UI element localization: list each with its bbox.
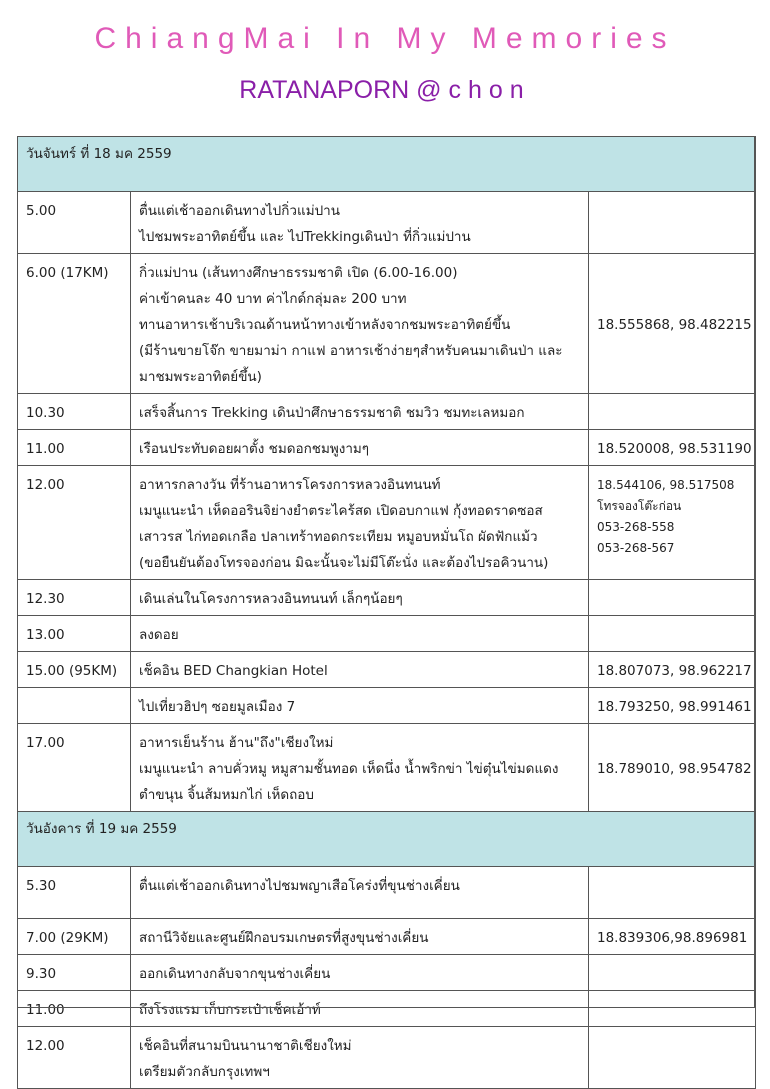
- coordinate-line: 18.793250, 98.991461: [597, 699, 752, 715]
- time-cell: 10.30: [18, 394, 131, 430]
- table-row: [18, 688, 756, 724]
- subtitle-tail: chon: [448, 76, 531, 104]
- activity-cell: [131, 430, 589, 466]
- coordinates-cell: [589, 430, 756, 466]
- activity-line: เมนูแนะนำ เห็ดออรินจิย่างยำตระไคร้สด เปิดอบกาแฟ กุ้งทอดราดซอส: [139, 503, 543, 519]
- table-row: [18, 1027, 756, 1089]
- activity-line: เมนูแนะนำ ลาบคั่วหมู หมูสามชั้นทอด เห็ดนึ่ง น้ำพริกข่า ไข่ตุ๋นไข่มดแดง: [139, 761, 559, 777]
- coordinate-line: 18.520008, 98.531190: [597, 441, 752, 457]
- page-title: ChiangMai In My Memories: [94, 22, 676, 55]
- activity-line: เสาวรส ไก่ทอดเกลือ ปลาเทร้าทอดกระเทียม หมูอบหมั่นโถ ผัดฟักแม้ว: [139, 529, 538, 545]
- activity-cell: [131, 652, 589, 688]
- activity-line: เสร็จสิ้นการ Trekking เดินป่าศึกษาธรรมชาติ ชมวิว ชมทะเลหมอก: [139, 405, 525, 421]
- activity-line: อาหารกลางวัน ที่ร้านอาหารโครงการหลวงอินทนนท์: [139, 477, 441, 493]
- coordinates-cell: [589, 688, 756, 724]
- coordinates-cell: [589, 192, 756, 254]
- activity-line: ตำขนุน จิ้นส้มหมกไก่ เห็ดถอบ: [139, 787, 314, 803]
- activity-line: ทานอาหารเช้าบริเวณด้านหน้าทางเข้าหลังจากชมพระอาทิตย์ขึ้น: [139, 317, 511, 333]
- table-row: [18, 867, 756, 919]
- activity-line: ตื่นแต่เช้าออกเดินทางไปกิ่วแม่ปาน: [139, 203, 340, 219]
- coordinate-line: 18.789010, 98.954782: [597, 761, 752, 777]
- activity-line: ไปชมพระอาทิตย์ขึ้น และ ไปTrekkingเดินป่า ที่กิ่วแม่ปาน: [139, 229, 471, 245]
- coordinates-cell: [589, 955, 756, 991]
- time-cell: 11.00: [18, 991, 131, 1027]
- coordinates-cell: [589, 867, 756, 919]
- time-cell: 5.00: [18, 192, 131, 254]
- time-cell: [18, 688, 131, 724]
- coordinate-line: 18.555868, 98.482215: [597, 317, 752, 333]
- coordinates-cell: [589, 991, 756, 1027]
- activity-cell: [131, 466, 589, 580]
- time-cell: 12.00: [18, 1027, 131, 1089]
- activity-line: ถึงโรงแรม เก็บกระเป๋าเช็คเอ้าท์: [139, 1002, 321, 1018]
- activity-cell: [131, 192, 589, 254]
- coordinate-line: 18.544106, 98.517508: [597, 478, 735, 492]
- time-cell: 12.30: [18, 580, 131, 616]
- coordinates-cell: [589, 919, 756, 955]
- coordinates-cell: [589, 616, 756, 652]
- activity-cell: [131, 955, 589, 991]
- coordinates-cell: [589, 466, 756, 580]
- activity-line: กิ่วแม่ปาน (เส้นทางศึกษาธรรมชาติ เปิด (6.00-16.00): [139, 265, 458, 281]
- table-row: [18, 254, 756, 394]
- coordinate-line: 053-268-558: [597, 520, 675, 534]
- table-row: [18, 652, 756, 688]
- activity-cell: [131, 919, 589, 955]
- day-header-row: [18, 812, 756, 867]
- coordinates-cell: [589, 724, 756, 812]
- time-cell: 7.00 (29KM): [18, 919, 131, 955]
- time-cell: 12.00: [18, 466, 131, 580]
- time-cell: 9.30: [18, 955, 131, 991]
- table-row: [18, 616, 756, 652]
- coordinates-cell: [589, 652, 756, 688]
- coordinate-line: โทรจองโต๊ะก่อน: [597, 499, 682, 513]
- table-row: [18, 394, 756, 430]
- activity-cell: [131, 991, 589, 1027]
- activity-line: เช็คอิน BED Changkian Hotel: [139, 663, 328, 679]
- table-row: [18, 919, 756, 955]
- table-row: [18, 955, 756, 991]
- time-cell: 6.00 (17KM): [18, 254, 131, 394]
- activity-cell: [131, 1027, 589, 1089]
- activity-line: ค่าเข้าคนละ 40 บาท ค่าไกด์กลุ่มละ 200 บาท: [139, 291, 407, 307]
- activity-cell: [131, 580, 589, 616]
- time-cell: 15.00 (95KM): [18, 652, 131, 688]
- coordinates-cell: [589, 1027, 756, 1089]
- activity-cell: [131, 254, 589, 394]
- activity-cell: [131, 724, 589, 812]
- subtitle-author: RATANAPORN @: [239, 76, 449, 104]
- activity-line: เตรียมตัวกลับกรุงเทพฯ: [139, 1064, 270, 1080]
- activity-line: (มีร้านขายโจ๊ก ขายมาม่า กาแฟ อาหารเช้าง่ายๆสำหรับคนมาเดินป่า และ: [139, 343, 563, 359]
- table-row: [18, 991, 756, 1027]
- activity-line: สถานีวิจัยและศูนย์ฝึกอบรมเกษตรที่สูงขุนช่างเคี่ยน: [139, 930, 429, 946]
- table-row: [18, 430, 756, 466]
- activity-cell: [131, 688, 589, 724]
- time-cell: 13.00: [18, 616, 131, 652]
- itinerary-table: [17, 136, 756, 1089]
- activity-line: เดินเล่นในโครงการหลวงอินทนนท์ เล็กๆน้อยๆ: [139, 591, 403, 607]
- activity-line: ลงดอย: [139, 627, 179, 643]
- day-header-row: [18, 137, 756, 192]
- activity-cell: [131, 394, 589, 430]
- coordinate-line: 18.839306,98.896981: [597, 930, 748, 946]
- activity-line: เรือนประทับดอยผาตั้ง ชมดอกชมพูงามๆ: [139, 441, 370, 457]
- activity-line: ตื่นแต่เช้าออกเดินทางไปชมพญาเสือโคร่งที่ขุนช่างเคี่ยน: [139, 878, 460, 894]
- coordinates-cell: [589, 254, 756, 394]
- page-subtitle: [0, 76, 770, 105]
- activity-line: อาหารเย็นร้าน ฮ้าน"ถึง"เชียงใหม่: [139, 735, 334, 751]
- coordinates-cell: [589, 394, 756, 430]
- coordinate-line: 18.807073, 98.962217: [597, 663, 752, 679]
- activity-line: ออกเดินทางกลับจากขุนช่างเคี่ยน: [139, 966, 331, 982]
- day-label: วันอังคาร ที่ 19 มค 2559: [18, 812, 756, 867]
- coordinate-line: 053-268-567: [597, 541, 675, 555]
- activity-line: มาชมพระอาทิตย์ขึ้น): [139, 369, 262, 385]
- activity-line: เช็คอินที่สนามบินนานาชาติเชียงใหม่: [139, 1038, 352, 1054]
- table-row: [18, 580, 756, 616]
- day-label: วันจันทร์ ที่ 18 มค 2559: [18, 137, 756, 192]
- time-cell: 5.30: [18, 867, 131, 919]
- table-row: [18, 192, 756, 254]
- activity-cell: [131, 867, 589, 919]
- table-row: [18, 466, 756, 580]
- table-row: [18, 724, 756, 812]
- itinerary-body: [18, 137, 756, 1089]
- activity-line: ไปเที่ยวฮิปๆ ซอยมูลเมือง 7: [139, 699, 296, 715]
- time-cell: 11.00: [18, 430, 131, 466]
- coordinates-cell: [589, 580, 756, 616]
- activity-cell: [131, 616, 589, 652]
- time-cell: 17.00: [18, 724, 131, 812]
- activity-line: (ขอยืนยันต้องโทรจองก่อน มิฉะนั้นจะไม่มีโต๊ะนั่ง และต้องไปรอคิวนาน): [139, 555, 549, 571]
